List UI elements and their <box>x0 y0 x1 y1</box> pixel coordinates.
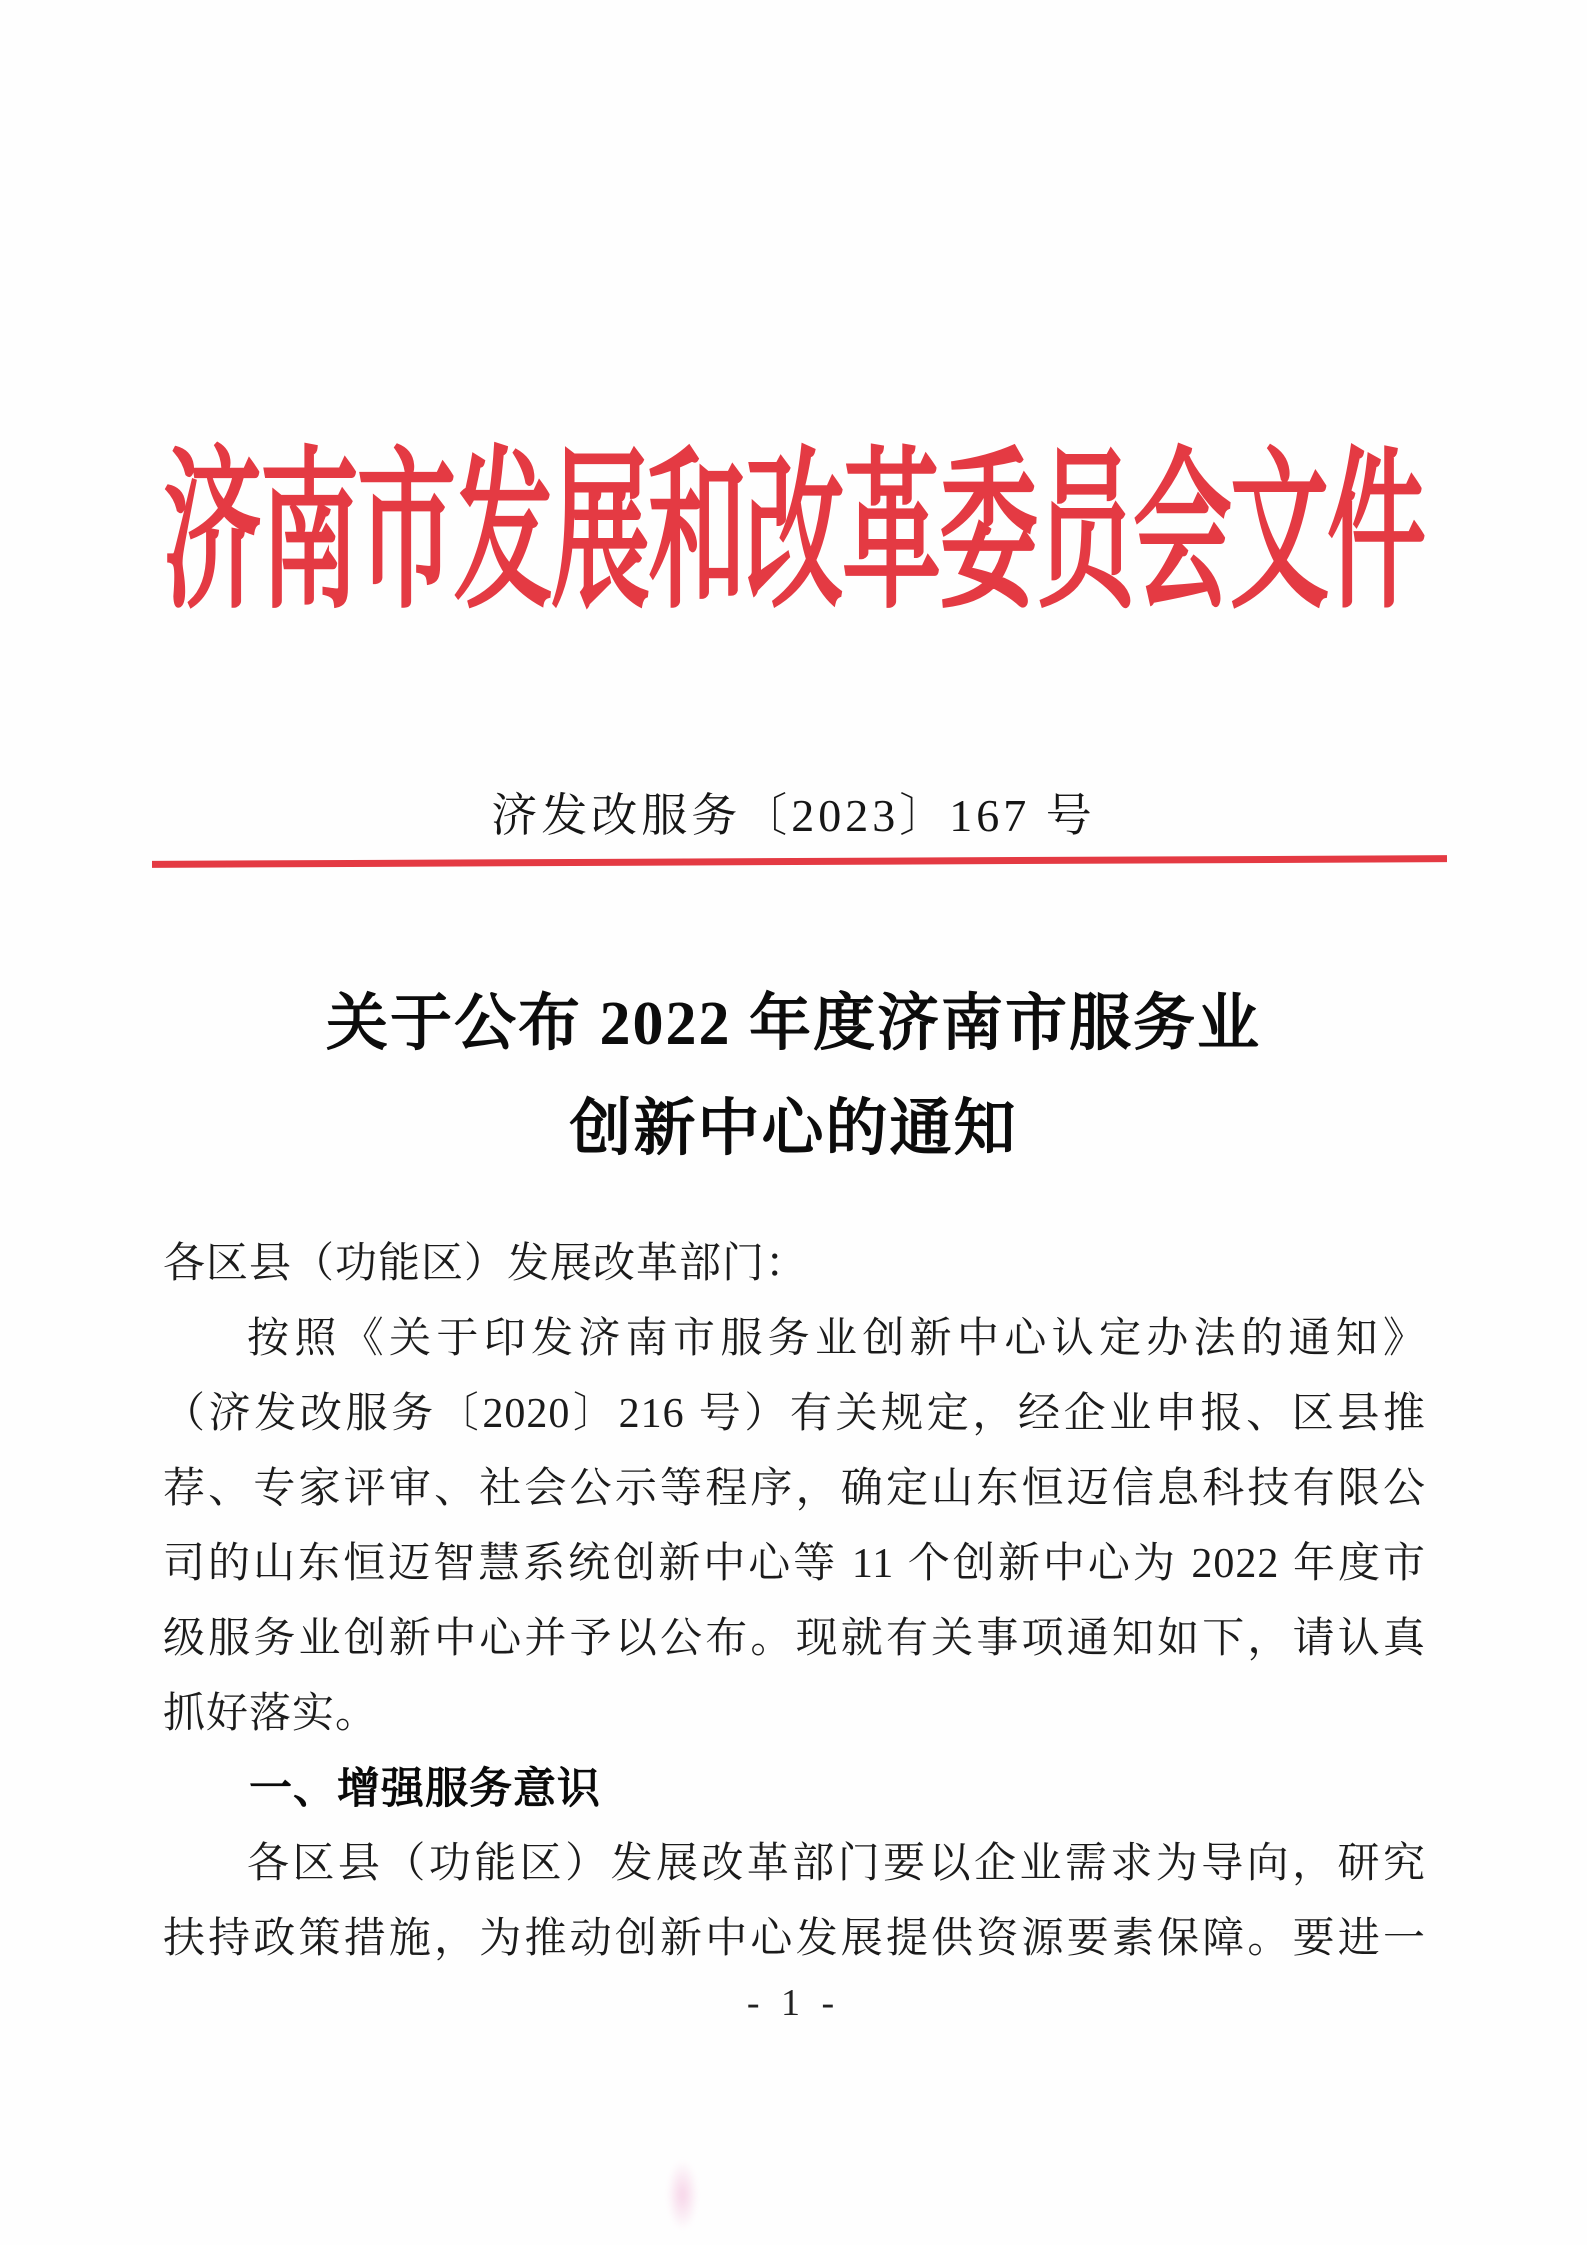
notice-title-line-1: 关于公布 2022 年度济南市服务业 <box>325 990 1261 1058</box>
body-line: 荐、专家评审、社会公示等程序，确定山东恒迈信息科技有限公 <box>163 1466 1426 1512</box>
salutation-line: 各区县（功能区）发展改革部门： <box>163 1241 809 1287</box>
body-line: （济发改服务〔2020〕216 号）有关规定，经企业申报、区县推 <box>163 1391 1426 1437</box>
body-line: 司的山东恒迈智慧系统创新中心等 11 个创新中心为 2022 年度市 <box>163 1541 1426 1587</box>
red-divider-line <box>152 855 1447 868</box>
notice-title-line-2: 创新中心的通知 <box>569 1095 1018 1163</box>
body-line: 各区县（功能区）发展改革部门要以企业需求为导向，研究 <box>247 1841 1426 1887</box>
body-line: 按照《关于印发济南市服务业创新中心认定办法的通知》 <box>247 1316 1426 1362</box>
body-line: 级服务业创新中心并予以公布。现就有关事项通知如下，请认真 <box>163 1616 1426 1662</box>
section-1-heading: 一、增强服务意识 <box>249 1765 601 1813</box>
body-line: 扶持政策措施，为推动创新中心发展提供资源要素保障。要进一 <box>163 1916 1426 1962</box>
document-number: 济发改服务〔2023〕167 号 <box>491 790 1096 841</box>
page-number: - 1 - <box>746 1982 841 2024</box>
notice-title <box>0 972 1587 1182</box>
agency-letterhead-title: 济南市发展和改革委员会文件 <box>163 439 1424 630</box>
body-line: 抓好落实。 <box>163 1691 379 1737</box>
document-body <box>163 1227 1426 1977</box>
scan-artifact-smudge <box>655 2145 710 2245</box>
